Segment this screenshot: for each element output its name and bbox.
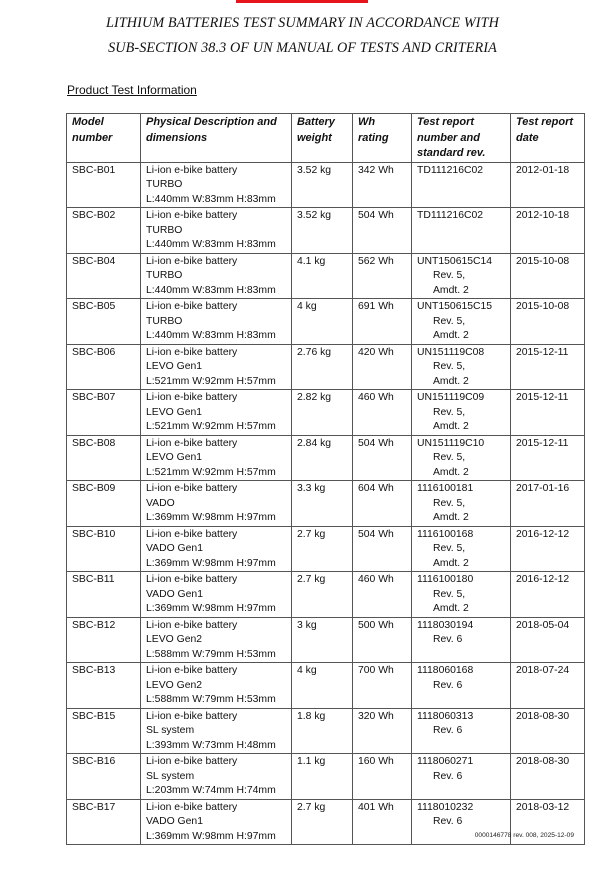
description-cell	[141, 344, 292, 390]
table-row	[67, 617, 585, 663]
description-model-name: LEVO Gen1	[146, 406, 203, 418]
wh-rating-cell: 460 Wh	[353, 390, 412, 436]
wh-rating-cell: 604 Wh	[353, 481, 412, 527]
description-type: Li-ion e-bike battery	[146, 346, 238, 358]
header-test-report-number: Test report number and standard rev.	[412, 114, 511, 163]
battery-weight-cell: 2.82 kg	[292, 390, 353, 436]
header-test-report-date: Test report date	[511, 114, 585, 163]
document-title-line-1: LITHIUM BATTERIES TEST SUMMARY IN ACCORDANCE WITH	[106, 15, 499, 31]
test-report-date-cell: 2016-12-12	[511, 526, 585, 572]
battery-weight-cell: 4 kg	[292, 663, 353, 709]
description-model-name: TURBO	[146, 224, 183, 236]
test-report-date-cell: 2018-07-24	[511, 663, 585, 709]
standard-revision: Rev. 5,	[433, 452, 466, 463]
wh-rating-cell: 342 Wh	[353, 162, 412, 208]
battery-weight-cell: 3 kg	[292, 617, 353, 663]
description-dimensions: L:203mm W:74mm H:74mm	[146, 785, 276, 796]
header-model-number: Model number	[67, 114, 141, 163]
model-number-cell: SBC-B16	[67, 754, 141, 800]
description-model-name: TURBO	[146, 179, 183, 190]
description-model-name: LEVO Gen1	[146, 452, 203, 463]
description-model-name: TURBO	[146, 315, 183, 327]
test-report-cell	[412, 162, 511, 208]
description-dimensions: L:521mm W:92mm H:57mm	[146, 375, 276, 387]
battery-weight-cell: 3.3 kg	[292, 481, 353, 527]
test-report-cell	[412, 481, 511, 527]
test-report-date-cell: 2015-12-11	[511, 390, 585, 436]
wh-rating-cell: 460 Wh	[353, 572, 412, 618]
table-row	[67, 435, 585, 481]
description-dimensions: L:440mm W:83mm H:83mm	[146, 239, 276, 250]
standard-revision: Rev. 6	[433, 679, 463, 691]
test-report-number: 1118060271	[417, 756, 474, 767]
description-cell	[141, 708, 292, 754]
table-row	[67, 663, 585, 709]
test-report-cell	[412, 253, 511, 299]
battery-weight-cell: 3.52 kg	[292, 208, 353, 254]
table-row	[67, 253, 585, 299]
wh-rating-cell: 500 Wh	[353, 617, 412, 663]
table-row	[67, 299, 585, 345]
description-cell	[141, 572, 292, 618]
test-report-number: UN151119C08	[417, 346, 485, 358]
test-report-cell	[412, 526, 511, 572]
standard-revision: Rev. 5,	[433, 361, 466, 372]
model-number-cell: SBC-B01	[67, 162, 141, 208]
battery-weight-cell: 4.1 kg	[292, 253, 353, 299]
test-report-date-cell: 2015-10-08	[511, 253, 585, 299]
wh-rating-cell: 320 Wh	[353, 708, 412, 754]
description-model-name: VADO	[146, 497, 175, 509]
test-report-number: TD111216C02	[417, 164, 484, 176]
standard-revision: Rev. 5,	[433, 497, 466, 509]
description-type: Li-ion e-bike battery	[146, 483, 238, 494]
description-cell	[141, 208, 292, 254]
description-cell	[141, 390, 292, 436]
description-dimensions: L:369mm W:98mm H:97mm	[146, 830, 276, 842]
description-cell	[141, 435, 292, 481]
test-report-number: 1116100181	[417, 483, 474, 494]
description-model-name: LEVO Gen1	[146, 361, 203, 372]
description-cell	[141, 526, 292, 572]
standard-revision: Rev. 5,	[433, 543, 466, 554]
description-cell	[141, 663, 292, 709]
model-number-cell: SBC-B08	[67, 435, 141, 481]
description-cell	[141, 299, 292, 345]
table-row	[67, 208, 585, 254]
standard-amendment: Amdt. 2	[433, 603, 469, 614]
standard-revision: Rev. 6	[433, 816, 463, 827]
model-number-cell: SBC-B05	[67, 299, 141, 345]
test-report-cell	[412, 663, 511, 709]
description-dimensions: L:369mm W:98mm H:97mm	[146, 512, 276, 523]
test-report-cell	[412, 299, 511, 345]
description-type: Li-ion e-bike battery	[146, 301, 238, 312]
test-report-number: 1118060168	[417, 665, 474, 676]
model-number-cell: SBC-B10	[67, 526, 141, 572]
standard-revision: Rev. 5,	[433, 315, 466, 327]
standard-amendment: Amdt. 2	[433, 330, 469, 341]
model-number-cell: SBC-B06	[67, 344, 141, 390]
description-model-name: SL system	[146, 725, 195, 736]
wh-rating-cell: 504 Wh	[353, 208, 412, 254]
test-report-date-cell: 2016-12-12	[511, 572, 585, 618]
description-type: Li-ion e-bike battery	[146, 756, 238, 767]
test-report-date-cell: 2012-10-18	[511, 208, 585, 254]
description-model-name: LEVO Gen2	[146, 679, 203, 691]
test-report-number: 1118010232	[417, 801, 474, 813]
standard-revision: Rev. 5,	[433, 406, 466, 418]
battery-weight-cell: 2.7 kg	[292, 572, 353, 618]
description-dimensions: L:369mm W:98mm H:97mm	[146, 603, 276, 614]
model-number-cell: SBC-B09	[67, 481, 141, 527]
description-dimensions: L:588mm W:79mm H:53mm	[146, 648, 276, 660]
description-cell	[141, 617, 292, 663]
description-type: Li-ion e-bike battery	[146, 437, 238, 449]
description-type: Li-ion e-bike battery	[146, 164, 238, 176]
test-report-date-cell: 2015-12-11	[511, 435, 585, 481]
table-row	[67, 708, 585, 754]
description-model-name: TURBO	[146, 270, 183, 281]
test-report-number: 1116100168	[417, 528, 474, 540]
battery-weight-cell: 1.8 kg	[292, 708, 353, 754]
test-summary-table	[66, 113, 585, 845]
table-row	[67, 344, 585, 390]
test-report-number: TD111216C02	[417, 210, 484, 221]
description-type: Li-ion e-bike battery	[146, 392, 238, 403]
description-dimensions: L:440mm W:83mm H:83mm	[146, 284, 276, 296]
test-report-number: UNT150615C15	[417, 301, 493, 312]
description-type: Li-ion e-bike battery	[146, 665, 238, 676]
wh-rating-cell: 160 Wh	[353, 754, 412, 800]
test-report-number: UNT150615C14	[417, 255, 493, 267]
description-model-name: VADO Gen1	[146, 543, 203, 554]
table-row	[67, 526, 585, 572]
test-report-cell	[412, 390, 511, 436]
standard-revision: Rev. 6	[433, 770, 463, 782]
test-report-date-cell: 2012-01-18	[511, 162, 585, 208]
battery-weight-cell: 2.7 kg	[292, 526, 353, 572]
test-report-number: 1118060313	[417, 710, 474, 722]
table-row	[67, 481, 585, 527]
test-report-cell	[412, 344, 511, 390]
top-accent-bar	[236, 0, 368, 3]
battery-weight-cell: 2.84 kg	[292, 435, 353, 481]
battery-weight-cell: 2.76 kg	[292, 344, 353, 390]
model-number-cell: SBC-B15	[67, 708, 141, 754]
wh-rating-cell: 691 Wh	[353, 299, 412, 345]
wh-rating-cell: 562 Wh	[353, 253, 412, 299]
description-dimensions: L:440mm W:83mm H:83mm	[146, 193, 276, 205]
wh-rating-cell: 700 Wh	[353, 663, 412, 709]
description-cell	[141, 253, 292, 299]
description-type: Li-ion e-bike battery	[146, 574, 238, 585]
model-number-cell: SBC-B04	[67, 253, 141, 299]
description-dimensions: L:521mm W:92mm H:57mm	[146, 466, 276, 478]
model-number-cell: SBC-B07	[67, 390, 141, 436]
description-model-name: VADO Gen1	[146, 816, 203, 827]
description-cell	[141, 799, 292, 845]
table-row	[67, 162, 585, 208]
model-number-cell: SBC-B02	[67, 208, 141, 254]
description-dimensions: L:588mm W:79mm H:53mm	[146, 694, 276, 705]
description-type: Li-ion e-bike battery	[146, 528, 238, 540]
test-report-number: 1116100180	[417, 574, 474, 585]
test-report-date-cell: 2015-12-11	[511, 344, 585, 390]
description-model-name: SL system	[146, 770, 195, 782]
model-number-cell: SBC-B13	[67, 663, 141, 709]
header-battery-weight: Battery weight	[292, 114, 353, 163]
test-report-number: 1118030194	[417, 619, 474, 631]
test-report-cell	[412, 708, 511, 754]
wh-rating-cell: 401 Wh	[353, 799, 412, 845]
model-number-cell: SBC-B17	[67, 799, 141, 845]
section-heading: Product Test Information	[67, 83, 197, 97]
description-cell	[141, 481, 292, 527]
standard-amendment: Amdt. 2	[433, 557, 469, 569]
standard-revision: Rev. 5,	[433, 270, 466, 281]
test-report-cell	[412, 435, 511, 481]
battery-weight-cell: 3.52 kg	[292, 162, 353, 208]
standard-amendment: Amdt. 2	[433, 421, 469, 432]
battery-weight-cell: 1.1 kg	[292, 754, 353, 800]
standard-amendment: Amdt. 2	[433, 375, 469, 387]
test-report-date-cell: 2018-08-30	[511, 754, 585, 800]
document-title-line-2: SUB-SECTION 38.3 OF UN MANUAL OF TESTS AND CRITERIA	[108, 40, 497, 56]
description-dimensions: L:393mm W:73mm H:48mm	[146, 739, 276, 751]
test-report-number: UN151119C10	[417, 437, 485, 449]
description-type: Li-ion e-bike battery	[146, 255, 238, 267]
standard-amendment: Amdt. 2	[433, 512, 469, 523]
description-type: Li-ion e-bike battery	[146, 619, 238, 631]
header-physical-description: Physical Description and dimensions	[141, 114, 292, 163]
battery-weight-cell: 4 kg	[292, 299, 353, 345]
table-row	[67, 572, 585, 618]
model-number-cell: SBC-B12	[67, 617, 141, 663]
wh-rating-cell: 504 Wh	[353, 435, 412, 481]
table-row	[67, 754, 585, 800]
description-dimensions: L:521mm W:92mm H:57mm	[146, 421, 276, 432]
description-dimensions: L:369mm W:98mm H:97mm	[146, 557, 276, 569]
test-report-number: UN151119C09	[417, 392, 485, 403]
wh-rating-cell: 504 Wh	[353, 526, 412, 572]
description-model-name: LEVO Gen2	[146, 634, 203, 645]
table-row	[67, 390, 585, 436]
wh-rating-cell: 420 Wh	[353, 344, 412, 390]
description-cell	[141, 162, 292, 208]
test-report-cell	[412, 617, 511, 663]
table-header-row	[67, 114, 585, 163]
test-report-cell	[412, 208, 511, 254]
description-model-name: VADO Gen1	[146, 588, 203, 600]
test-report-date-cell: 2015-10-08	[511, 299, 585, 345]
test-report-date-cell: 2018-08-30	[511, 708, 585, 754]
description-dimensions: L:440mm W:83mm H:83mm	[146, 330, 276, 341]
test-report-date-cell: 2017-01-16	[511, 481, 585, 527]
test-report-cell	[412, 754, 511, 800]
test-report-cell	[412, 572, 511, 618]
model-number-cell: SBC-B11	[67, 572, 141, 618]
description-type: Li-ion e-bike battery	[146, 801, 238, 813]
standard-revision: Rev. 6	[433, 725, 463, 736]
standard-amendment: Amdt. 2	[433, 284, 469, 296]
test-report-date-cell: 2018-03-12	[511, 799, 585, 845]
standard-revision: Rev. 6	[433, 634, 463, 645]
description-type: Li-ion e-bike battery	[146, 210, 238, 221]
battery-weight-cell: 2.7 kg	[292, 799, 353, 845]
standard-revision: Rev. 5,	[433, 588, 466, 600]
document-footer: 0000146778 rev. 008, 2025-12-09	[474, 832, 574, 839]
test-report-date-cell: 2018-05-04	[511, 617, 585, 663]
header-wh-rating: Wh rating	[353, 114, 412, 163]
description-cell	[141, 754, 292, 800]
description-type: Li-ion e-bike battery	[146, 710, 238, 722]
standard-amendment: Amdt. 2	[433, 466, 469, 478]
